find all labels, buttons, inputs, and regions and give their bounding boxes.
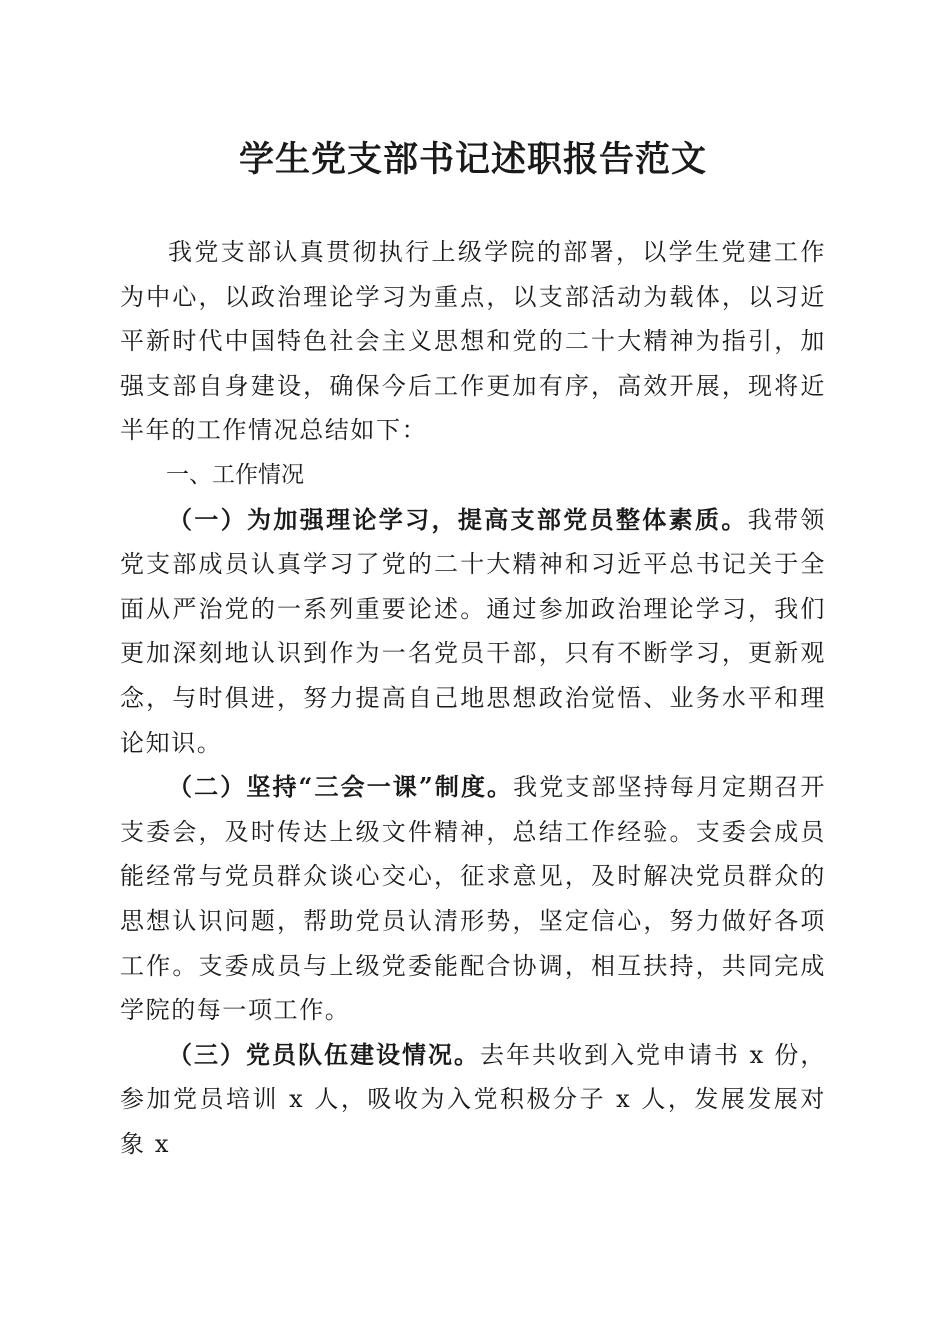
document-title: 学生党支部书记述职报告范文 — [238, 139, 707, 180]
item-lead-2: （二）坚持“三会一课”制度。 — [168, 772, 514, 802]
item-lead-3: （三）党员队伍建设情况。 — [168, 1039, 480, 1069]
section-heading-work-status: 一、工作情况 — [166, 461, 304, 488]
item-body-3: 去年共收到入党申请书 x 份，参加党员培训 x 人，吸收为入党积极分子 x 人，发展发展对象 x — [120, 1040, 826, 1158]
item-paragraph-2 — [120, 765, 826, 1033]
item-paragraph-3 — [120, 1033, 826, 1167]
intro-paragraph: 我党支部认真贯彻执行上级学院的部署，以学生党建工作为中心，以政治理论学习为重点，以支部活动为载体，以习近平新时代中国特色社会主义思想和党的二十大精神为指引，加强支部自身建设，确保今后工作更加有序，高效开展，现将近半年的工作情况总结如下： — [120, 238, 826, 445]
item-body-1: 我带领党支部成员认真学习了党的二十大精神和习近平总书记关于全面从严治党的一系列重要论述。通过参加政治理论学习，我们更加深刻地认识到作为一名党员干部，只有不断学习，更新观念，与时俱进，努力提高自己地思想政治觉悟、业务水平和理论知识。 — [120, 505, 826, 757]
item-lead-1: （一）为加强理论学习，提高支部党员整体素质。 — [168, 504, 748, 534]
document-body — [120, 230, 826, 1166]
item-body-2: 我党支部坚持每月定期召开支委会，及时传达上级文件精神，总结工作经验。支委会成员能经常与党员群众谈心交心，征求意见，及时解决党员群众的思想认识问题，帮助党员认清形势，坚定信心，努力做好各项工作。支委成员与上级党委能配合协调，相互扶持，共同完成学院的每一项工作。 — [120, 773, 826, 1025]
item-paragraph-1 — [120, 498, 826, 766]
